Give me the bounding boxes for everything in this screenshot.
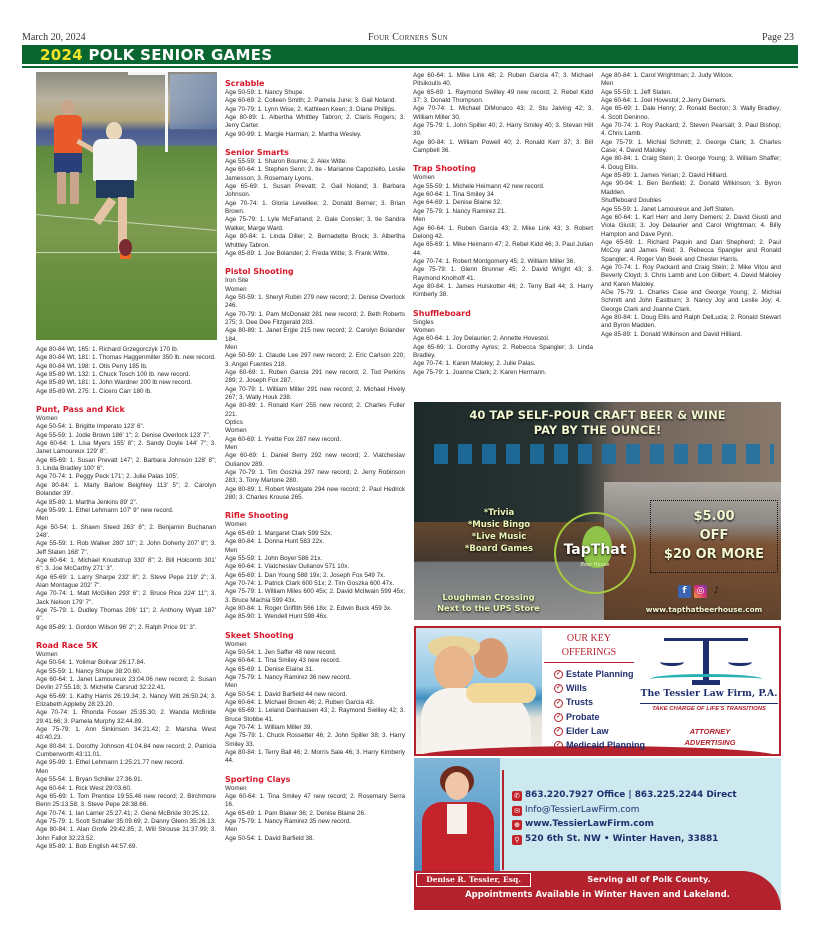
offerings-title-line-2: OFFERINGS bbox=[561, 647, 617, 658]
result-line: Age 60-64: 1. Tina Smiley 43 new record. bbox=[225, 657, 341, 665]
result-line: Age 70-74: 1. Ian Larrier 25:27.41; 2. Gene McBride 30:25.12. bbox=[36, 809, 210, 817]
result-line: Age 80-89: 1. Robert Westgate 294 new record; 2. Paul Hedrick 280; 3. Charles Krouse 265. bbox=[225, 485, 405, 502]
punt-pass-kick-section bbox=[36, 404, 216, 632]
result-line: Age 60-64: 1. Tina Smiley 47 new record; 2. Rosemary Serra 16. bbox=[225, 793, 405, 809]
offering-label: Elder Law bbox=[566, 725, 609, 736]
result-line: Age 75-79: 1. Nancy Ramirez 21. bbox=[413, 207, 507, 215]
result-line: Age 75-79: 1. Nancy Ramirez 35 new record. bbox=[225, 818, 351, 826]
result-line: Age 80-89: 1. Ronald Kerr 255 new record; 2. Charles Fuller 221. bbox=[225, 402, 405, 418]
result-line: Age 60-64: 1. Janet Lamoureux 23:04.06 new record; 2. Susan Devlin 27:55.18; 3. Michelle Carsrud 32:22.41. bbox=[36, 676, 216, 692]
result-line: Age 60-64: 1. Lisa Myers 155' 8"; 2. Sandy Doyle 144' 7"; 3. Janet Lamoureux 129' 8". bbox=[36, 440, 216, 456]
section-heading: Skeet Shooting bbox=[225, 630, 294, 640]
contact-info bbox=[512, 788, 777, 846]
kicker-figure bbox=[76, 122, 156, 262]
vertical-rule bbox=[502, 770, 504, 870]
result-line: Age 85-89: 1. Gordon Wilson 96' 2"; 2. Ralph Price 91' 3". bbox=[36, 623, 197, 631]
result-line: Age 75-79: 1. Lyle McFarland; 2. Gale Consler; 3. tie Sandra Walker, Marge Ward. bbox=[225, 216, 405, 232]
result-line: Optics bbox=[225, 419, 243, 427]
offering-label: Estate Planning bbox=[566, 669, 634, 679]
logo-subtitle: Beer House bbox=[580, 562, 610, 568]
result-line: Age 80-84: 1. James Hulskotter 46; 2. Terry Ball 44; 3. Harry Kimberly 38. bbox=[413, 282, 593, 299]
result-line: Age 64-69: 1. Denise Blaine 32. bbox=[413, 199, 502, 207]
result-line: Age 80-84: 1. Roger Griffith 566 18x; 2. Edwin Buck 459 3x. bbox=[225, 604, 392, 612]
result-line: Age 85-89: 1. Donald Wilkinson and David Hilliard. bbox=[601, 330, 743, 338]
result-line: Men bbox=[36, 515, 49, 523]
result-line: Age 70-74: 1. Gloria Leveillee; 2. Donald Berner; 3. Brian Brown. bbox=[225, 199, 405, 216]
weightlifting-results bbox=[36, 346, 216, 396]
result-line: Age 85-89: 1. James Yerian; 2. David Hilliard. bbox=[601, 172, 728, 180]
result-line: Age 95-99: 1. Ethel Lehmann 107' 9" new record. bbox=[36, 506, 174, 514]
result-line: Age 70-79: 1. Lynn Wise; 2. Kathleen Keen; 3. Diane Phillips. bbox=[225, 105, 396, 113]
column-2 bbox=[225, 78, 405, 851]
result-line: Age 85-89 Wt. 275: 1. Cicero Carr 180 lb. bbox=[36, 387, 152, 395]
street-address: 520 6th St. NW • Winter Haven, 33881 bbox=[525, 833, 719, 844]
shuffleboard-continued bbox=[601, 72, 781, 339]
result-line: Women bbox=[225, 427, 247, 435]
website-link[interactable]: www.tapthatbeerhouse.com bbox=[645, 605, 763, 614]
result-line: Age 75-79: 1. Glenn Brunner 45; 2. David Wright 43; 3. Raymond Knolhoff 41. bbox=[413, 266, 593, 282]
offering-label: Wills bbox=[566, 683, 587, 694]
website-row[interactable] bbox=[512, 817, 777, 832]
result-line: Age 55-54: 1. Bryan Schiller 27:36.91. bbox=[36, 776, 143, 784]
result-line: Age 80-84: 1. Donna Hunt 583 22x. bbox=[225, 538, 325, 546]
offering-item bbox=[554, 724, 664, 738]
instagram-icon[interactable]: ◎ bbox=[694, 585, 707, 598]
result-line: Age 65-69: 1. Richard Paquin and Dan Shepherd; 2. Paul McCoy and James Reid; 3. Rebecca Spangler and Ronald Spangler; 4. Roger Van Beek and Chester Harris. bbox=[601, 238, 781, 263]
result-line: Age 80-84: 1. Doug Ellis and Ralph DelLucia; 2. Ronald Stewart and Byron Madden. bbox=[601, 313, 781, 330]
firm-name: The Tessier Law Firm, P.A. bbox=[640, 688, 778, 699]
result-line: Age 60-64: 1. Stephen Senn; 2. tie - Marianne Capoziello, Leslie Jamesson; 3. Rosemary Lyons. bbox=[225, 166, 405, 182]
result-line: Age 70-74: 1. Rhonda Fosser 25:35.30; 2. Wanda McBride 29:41.66; 3. Pamela Murphy 32:44.89. bbox=[36, 709, 216, 725]
result-line: Age 65-69: 1. Susan Prevatt 147'; 2. Barbara Johnson 128' 8"; 3. Linda Bradley 100' 6". bbox=[36, 456, 216, 473]
check-circle-icon: ✓ bbox=[555, 713, 562, 720]
column-3 bbox=[413, 72, 593, 385]
result-line: Age 70-79: 1. Pam McDonald 281 new record; 2. Beth Roberts 275; 3. Dee Dee Fitzgerald 203. bbox=[225, 310, 405, 326]
globe-icon: ⊕ bbox=[512, 820, 522, 830]
result-line: Age 75-79: 1. Dudley Thomas 206' 11"; 2. Anthony Wyatt 187' 9". bbox=[36, 606, 216, 623]
section-heading: Punt, Pass and Kick bbox=[36, 405, 125, 415]
attorney-line-2: ADVERTISING bbox=[684, 738, 736, 747]
result-line: Men bbox=[601, 80, 614, 88]
result-line: Age 55-59: 1. Jeff Slaten. bbox=[601, 88, 672, 96]
result-line: Age 85-89: 1. Bob English 44:57.69. bbox=[36, 842, 138, 850]
shuffleboard-section bbox=[413, 308, 593, 377]
offering-item bbox=[554, 667, 664, 681]
result-line: Age 85-89 Wt. 132: 1. Chuck Tosch 100 lb. new record. bbox=[36, 371, 191, 379]
attorney-portrait bbox=[414, 758, 500, 871]
result-line: Age 55-59: 1. Janet Lamoureux and Jeff Slaten. bbox=[601, 205, 735, 213]
result-line: Age 60-64: 1. Michael Brown 46; 2. Ruben Garcia 43. bbox=[225, 699, 375, 706]
tiktok-icon[interactable]: ♪ bbox=[713, 586, 720, 596]
section-heading: Scrabble bbox=[225, 79, 265, 88]
tessier-law-ad-contact[interactable] bbox=[414, 758, 781, 910]
result-line: Age 85-89: 1. Joe Bolander; 2. Freda Witte; 3. Frank Witte. bbox=[225, 249, 390, 257]
newspaper-name: Four Corners Sun bbox=[367, 32, 449, 43]
result-line: Age 60-64: 1. Joel Hovestol; 2.Jerry Demers. bbox=[601, 97, 727, 105]
result-line: Age 55-59: 1. Jodie Brown 186' 1"; 2. Denise Overlock 123' 7". bbox=[36, 431, 211, 439]
section-heading: Shuffleboard bbox=[413, 308, 471, 318]
result-line: Age 60-69: 1. Daniel Berry 292 new record; 2. Viatcheslav Oulianov 289. bbox=[225, 452, 405, 468]
attorney-line-1: ATTORNEY bbox=[689, 727, 731, 736]
result-line: Age 60-69: 1. Yvette Fox 287 new record. bbox=[225, 435, 342, 443]
check-circle-icon: ✓ bbox=[555, 727, 562, 734]
section-heading: Senior Smarts bbox=[225, 148, 289, 158]
result-line: Age 70-74: 1. Roy Packard; 2. Steven Pearsall; 3. Paul Bishop; 4. Chris Lamb. bbox=[601, 122, 781, 138]
result-line: Men bbox=[225, 444, 238, 452]
result-line: Iron Site bbox=[225, 277, 249, 285]
result-line: Age 70-74: 1. Michael DiMonaco 43; 2. Stu Jalving 42; 3. William Miller 30. bbox=[413, 105, 593, 121]
address-row bbox=[512, 832, 777, 847]
coupon-box bbox=[650, 500, 778, 573]
result-line: Age 50-54: 1. Brigitte Imperato 123' 6". bbox=[36, 423, 145, 431]
result-line: Age 65-69: 1. Susan Prevatt; 2. Gail Noland; 3. Barbara Johnson. bbox=[225, 183, 405, 199]
email-row[interactable] bbox=[512, 803, 777, 818]
feature-item: *Music Bingo bbox=[467, 520, 531, 530]
tap-screens bbox=[434, 444, 774, 464]
section-banner bbox=[22, 45, 798, 66]
logo-name: TapThat bbox=[563, 542, 627, 558]
result-line: Women bbox=[36, 651, 58, 658]
result-line: Age 60-64: 1. Ruben Garcia 43; 2. Mike Link 43; 3. Robert Delong 42. bbox=[413, 224, 593, 240]
stadium-stands bbox=[170, 74, 217, 129]
couple-beach-photo bbox=[416, 628, 542, 756]
social-icons bbox=[678, 578, 738, 596]
offering-label: Medicaid Planning bbox=[566, 740, 646, 751]
result-line: Age 80-84: 1. Marty Barlow Beighley 113' 5"; 2. Carolyn Bolander 39'. bbox=[36, 481, 216, 498]
result-line: Age 70-74: 1. Karen Maloley; 2. Julie Palas. bbox=[413, 360, 536, 368]
result-line: Age 60-69: 2. Colleen Smith; 2. Pamela June; 3. Gail Noland. bbox=[225, 97, 397, 105]
result-line: Age 60-64: 1. Mike Link 48; 2. Ruben Garcia 47; 3. Michael Pitsikoulis 40. bbox=[413, 72, 593, 88]
result-line: Age 80-89: 1. Albertha Whittley Tabron; 2. Claris Rogers; 3. Jerry Carter. bbox=[225, 114, 405, 130]
result-line: Age 75-79: 1. Michial Schmitt; 2. George Clark; 3. Charles Case; 4. David Maloley. bbox=[601, 138, 781, 155]
result-line: Age 60-64: 1. Rick West 29:03.60. bbox=[36, 784, 132, 792]
result-line: Age 90-99: 1. Margie Harman; 2. Martha Wesley. bbox=[225, 130, 362, 138]
result-line: Age 55-59: 1. John Boyer 586 21x. bbox=[225, 554, 323, 562]
result-line: Men bbox=[225, 826, 238, 834]
section-heading: Road Race 5K bbox=[36, 641, 98, 650]
result-line: Age 50-54: 1. Shawn Steed 263' 8"; 2. Benjamin Buchanan 248'. bbox=[36, 523, 216, 539]
result-line: Age 50-54: 1. Jen Saffer 48 new record. bbox=[225, 648, 337, 656]
offerings-title bbox=[544, 632, 634, 663]
result-line: Age 70-74: 1. Patrick Clark 600 51x; 2. Tim Goszka 600 47x. bbox=[225, 579, 395, 587]
result-line: Age 65-69: 1. Dan Young 588 19x; 2. Joseph Fox 549 7x. bbox=[225, 571, 385, 579]
email-address: Info@TessierLawFirm.com bbox=[525, 804, 640, 815]
offering-item bbox=[554, 738, 664, 752]
ad-headline bbox=[414, 408, 781, 438]
location-line-1: Loughman Crossing bbox=[442, 592, 535, 602]
banner-title-text: POLK SENIOR GAMES bbox=[88, 46, 273, 64]
banner-title bbox=[40, 46, 272, 64]
result-line: Age 60-64: 1. Joy Delaurier; 2. Annette Hovestol. bbox=[413, 335, 550, 343]
result-line: Men bbox=[413, 216, 426, 224]
result-line: Age 60-69: 1. Ruben Garcia 291 new record; 2. Tod Perkins 289; 2. Joseph Fox 287. bbox=[225, 368, 405, 385]
punt-kick-photo bbox=[36, 72, 217, 340]
result-line: Men bbox=[36, 767, 49, 775]
result-line: Age 75-79: 1. John Spiller 40; 2. Harry Smiley 40; 3. Stevan Hill 39. bbox=[413, 122, 593, 138]
result-line: Age 65-69: 1. Kathy Harris 26:19.34; 2. Nancy Witt 26:50.24; 3. Elizabeth Appleby 28:23.20. bbox=[36, 692, 216, 709]
headline-line-1: 40 TAP SELF-POUR CRAFT BEER & WINE bbox=[469, 408, 726, 422]
section-heading: Sporting Clays bbox=[225, 774, 291, 784]
section-heading: Pistol Shooting bbox=[225, 267, 294, 277]
result-line: Age 80-89: 1. Janet Ergle 215 new record; 2. Carolyn Bolander 184. bbox=[225, 327, 405, 343]
result-line: Age 60-64: 1. Karl Herr and Jerry Demers; 2. David Giusti and Viola Giusti; 3. Joy Delaurier and Carol Wrightman; 4. Billy Hampton and Dave Pynn. bbox=[601, 213, 781, 238]
result-line: AGe 75-79: 1. Charles Case and George Young; 2. Michial Schmitt and John Eastburn; 3. Nancy Joy and Leslie Joy; 4. George Clark and Joanne Clark. bbox=[601, 288, 781, 313]
offering-label: Probate bbox=[566, 711, 600, 722]
result-line: Age 50-59: 1. Sheryl Rubin 279 new record; 2. Denise Overlock 246. bbox=[225, 293, 405, 310]
result-line: Age 70-74: 1. Robert Montgomery 45; 2. William Miller 36. bbox=[413, 257, 576, 265]
location-text bbox=[426, 592, 551, 614]
attorney-advertising-label bbox=[660, 726, 760, 748]
result-line: Age 65-69: 1. Denise Elaine 31. bbox=[225, 665, 314, 673]
result-line: Age 70-74: 1. Roy Packard and Craig Stein; 2. Mike Vitou and Beverly Cloyd; 3. Chris Lamb and Lon Gilbert; 4. David Maloley and Karen Maloley. bbox=[601, 263, 781, 288]
result-line: Age 80-84: 1. Linda Diller; 2. Bernadette Brock; 3. Albertha Whittley Tabron. bbox=[225, 233, 405, 249]
phone-numbers: 863.220.7927 Office | 863.225.2244 Direct bbox=[525, 790, 737, 800]
result-line: Age 55-59: 1. Michele Heimann 42 new record. bbox=[413, 182, 545, 190]
skeet-shooting-section bbox=[225, 630, 405, 766]
result-line: Age 70-79: 1. William Miller 291 new record; 2. Michael Hively 267; 3. Wally Houk 238. bbox=[225, 385, 405, 401]
result-line: Men bbox=[225, 546, 238, 554]
feature-item: *Board Games bbox=[464, 544, 534, 554]
football bbox=[119, 239, 132, 256]
tessier-law-ad-top[interactable] bbox=[414, 626, 781, 756]
sporting-clays-section bbox=[225, 774, 405, 843]
email-icon: ✉ bbox=[512, 806, 522, 816]
result-line: Age 75-79: 1. Nancy Ramirez 36 new record. bbox=[225, 673, 351, 681]
result-line: Shuffleboard Doubles bbox=[601, 197, 662, 205]
result-line: Age 80-84: 1. Dorothy Johnson 41:04.84 new record; 2. Patricia Cumberworth 43:11.01. bbox=[36, 742, 216, 759]
ad-footer-band bbox=[414, 871, 781, 910]
appointments-text: Appointments Available in Winter Haven and Lakeland. bbox=[465, 890, 730, 900]
phone-icon: ✆ bbox=[512, 791, 522, 801]
result-line: Age 50-54: 1. Yolimar Bolivar 26:17.84. bbox=[36, 659, 146, 667]
folio bbox=[22, 32, 794, 46]
offerings-title-line-1: OUR KEY bbox=[566, 633, 612, 644]
column-4 bbox=[601, 72, 781, 347]
result-line: Age 65-69: 1. Dale Henry; 2. Ronald Becton; 3. Wally Bradley; 4. Scott Deninno. bbox=[601, 105, 781, 121]
result-line: Age 80-84 Wt. 165: 1. Richard Grzegorczyk 170 lb. bbox=[36, 346, 179, 353]
result-line: Age 70-79: 1. Tim Goszka 297 new record; 2. Jerry Robinson 283; 3. Tony Martone 280. bbox=[225, 469, 405, 485]
phone-row[interactable] bbox=[512, 788, 777, 803]
result-line: Women bbox=[225, 640, 247, 648]
result-line: Age 55-59: 1. Rob Walker 280' 10"; 2. John Doherty 207' 8"; 3. Jeff Slaten 168' 7". bbox=[36, 540, 216, 556]
result-line: Age 55-59: 1. Nancy Shupe 38:20.60. bbox=[36, 667, 142, 675]
result-line: Age 85-89 Wt. 181: 1. John Wardner 200 lb new record. bbox=[36, 379, 192, 387]
result-line: Age 65-69: 1. Leland Danhausen 43; 2. Raymond Swilley 42; 3. Bruce Stobbe 41. bbox=[225, 707, 405, 723]
attorney-nameplate: Denise R. Tessier, Esq. bbox=[416, 873, 531, 887]
result-line: Age 65-69: 1. Larry Sharpe 232' 8"; 2. Steve Pepe 219' 2"; 3. Alan Montague 202' 7". bbox=[36, 573, 216, 589]
result-line: Age 80-84 Wt. 198: 1. Otis Perry 185 lb. bbox=[36, 362, 148, 370]
map-pin-icon: ⚲ bbox=[512, 835, 522, 845]
offering-label: Trusts bbox=[566, 697, 594, 708]
coupon-condition: $20 OR MORE bbox=[663, 547, 765, 562]
feature-list bbox=[444, 507, 554, 555]
location-line-2: Next to the UPS Store bbox=[437, 603, 540, 613]
result-line: Age 80-84 Wt. 181: 1. Thomas Haggenmiller 350 lb. new record. bbox=[36, 354, 216, 362]
issue-date: March 20, 2024 bbox=[22, 32, 86, 43]
result-line: Men bbox=[225, 343, 238, 351]
feature-item: *Trivia bbox=[483, 508, 515, 518]
result-line: Women bbox=[225, 784, 247, 792]
coupon-off: OFF bbox=[699, 528, 729, 543]
senior-smarts-section bbox=[225, 147, 405, 258]
check-circle-icon: ✓ bbox=[555, 742, 562, 749]
scrabble-section bbox=[225, 78, 405, 139]
result-line: Age 65-69: 1. Raymond Swilley 49 new record; 2. Rebel Kidd 37; 3. Donald Thompson. bbox=[413, 88, 593, 105]
result-line: Age 60-64: 1. Tina Smiley 34 bbox=[413, 191, 494, 199]
result-line: Age 60-64: 1. Michael Knudstrup 330' 8"; 2. Bill Holcomb 301' 6"; 3. Joe McCarthy 271' 3". bbox=[36, 556, 216, 573]
section-heading: Rifle Shooting bbox=[225, 511, 289, 521]
headline-line-2: PAY BY THE OUNCE! bbox=[533, 423, 662, 437]
result-line: Age 50-59: 1. Claude Lee 297 new record; 2. Eric Carlson 220; 3. Angel Fuentes 218. bbox=[225, 352, 405, 368]
trap-shooting-section bbox=[413, 163, 593, 299]
sporting-clays-continued bbox=[413, 72, 593, 155]
result-line: Age 50-54: 1. David Barfield 38. bbox=[225, 834, 315, 842]
check-circle-icon: ✓ bbox=[555, 699, 562, 706]
tapthat-beerhouse-ad[interactable] bbox=[414, 402, 781, 620]
feature-item: *Live Music bbox=[471, 532, 527, 542]
result-line: Women bbox=[413, 326, 435, 334]
coupon-amount: $5.00 bbox=[693, 509, 735, 524]
road-race-section bbox=[36, 640, 216, 851]
website-url: www.TessierLawFirm.com bbox=[525, 819, 654, 829]
result-line: Singles bbox=[413, 318, 434, 326]
result-line: Age 65-69: 1. Tom Prentice 19:55.46 new record; 2. Birchmore Benn 25:13.58; 3. Steve Pepe 28:38.66. bbox=[36, 792, 216, 809]
result-line: Age 65-69: 1. Pam Blaker 36; 2. Denise Blaine 26. bbox=[225, 809, 366, 817]
result-line: Women bbox=[225, 285, 247, 293]
tapthat-logo bbox=[554, 512, 636, 594]
result-line: Age 55-59: 1. Sharon Bourne; 2. Alex Witte. bbox=[225, 158, 348, 166]
result-line: Age 90-94: 1. Ben Benfield; 2. Donald Wilkinson; 3. Byron Madden. bbox=[601, 180, 781, 196]
result-line: Age 75-79: 1. Chuck Rossetter 46; 2. John Spiller 38; 3. Harry Smiley 33. bbox=[225, 732, 405, 748]
result-line: Age 95-99: 1. Ethel Lehmann 1:25:21.77 new record. bbox=[36, 759, 185, 767]
result-line: Age 70-74: 1. Peggy Peck 171'; 2. Julie Palas 105'. bbox=[36, 473, 179, 481]
result-line: Age 85-90: 1. Wendell Hunt 598 46x. bbox=[225, 613, 329, 621]
result-line: Age 75-79: 1. William Miles 600 45x; 2. David McIlwain 599 45x; 3. Bruce Machia 599 43x. bbox=[225, 588, 405, 604]
result-line: Age 80-84: 1. Alan Grofe 29:42.85; 2. Will Strouse 31:37.99; 3. John Fallot 32:23.52. bbox=[36, 826, 216, 842]
scales-of-justice-icon bbox=[656, 634, 756, 694]
result-line: Age 75-79: 1. Scott Schaller 35:09.69; 2. Danny Glenn 35:26.13. bbox=[36, 817, 216, 825]
result-line: Age 70-74: 1. William Miller 39. bbox=[225, 724, 313, 732]
result-line: Age 75-79: 1. Ann Sinkinson 34:21.42; 2. Marsha West 40:40.23. bbox=[36, 726, 216, 742]
result-line: Men bbox=[225, 682, 238, 690]
banner-year: 2024 bbox=[40, 46, 83, 64]
serving-text: Serving all of Polk County. bbox=[587, 874, 711, 884]
result-line: Age 80-84: 1. Terry Ball 46; 2. Morris Sale 46; 3. Harry Kimberly 44. bbox=[225, 749, 405, 765]
result-line: Age 50-59: 1. Nancy Shupe. bbox=[225, 89, 305, 96]
result-line: Age 75-79: 1. Joanne Clark; 2. Karen Hermann. bbox=[413, 368, 547, 376]
result-line: Age 80-84: 1. William Powell 40; 2. Ronald Kerr 37; 3. Bill Campbell 36. bbox=[413, 138, 593, 155]
check-circle-icon: ✓ bbox=[555, 685, 562, 692]
result-line: Age 65-69: 1. Dorothy Ayres; 2. Rebecca Spangler; 3. Linda Bradley. bbox=[413, 343, 593, 359]
result-line: Age 80-84: 1. Craig Stein; 2. George Young; 3. William Shaffer; 4. Doug Ellis. bbox=[601, 155, 781, 171]
result-line: Age 50-54: 1. David Barfield 44 new record. bbox=[225, 690, 348, 698]
result-line: Age 65-69: 1. Margaret Clark 599 52x. bbox=[225, 529, 333, 537]
result-line: Age 80-84: 1. Carol Wrightman; 2. Judy Wilcox. bbox=[601, 72, 734, 79]
result-line: Age 65-69: 1. Mike Heimann 47; 2. Rebel Kidd 46; 3. Paul Julian 44. bbox=[413, 241, 593, 257]
facebook-icon[interactable]: f bbox=[678, 585, 691, 598]
pistol-shooting-section bbox=[225, 266, 405, 502]
rifle-shooting-section bbox=[225, 510, 405, 621]
result-line: Age 60-64: 1. Viatcheslav Oulianov 571 10x. bbox=[225, 563, 350, 571]
section-heading: Trap Shooting bbox=[413, 164, 476, 174]
result-line: Age 70-74: 1. Matt McGillen 293' 6"; 2. Bruce Rice 224' 11"; 3. Jack Nelson 179' 7". bbox=[36, 590, 216, 606]
check-circle-icon: ✓ bbox=[555, 671, 562, 678]
result-line: Women bbox=[225, 521, 247, 529]
page-number: Page 23 bbox=[762, 32, 794, 43]
result-line: Women bbox=[36, 415, 58, 423]
firm-tagline: TAKE CHARGE OF LIFE'S TRANSITIONS bbox=[640, 703, 778, 712]
result-line: Age 85-89: 1. Martha Jenkins 89' 2". bbox=[36, 498, 138, 506]
column-1 bbox=[36, 346, 216, 859]
result-line: Women bbox=[413, 174, 435, 182]
